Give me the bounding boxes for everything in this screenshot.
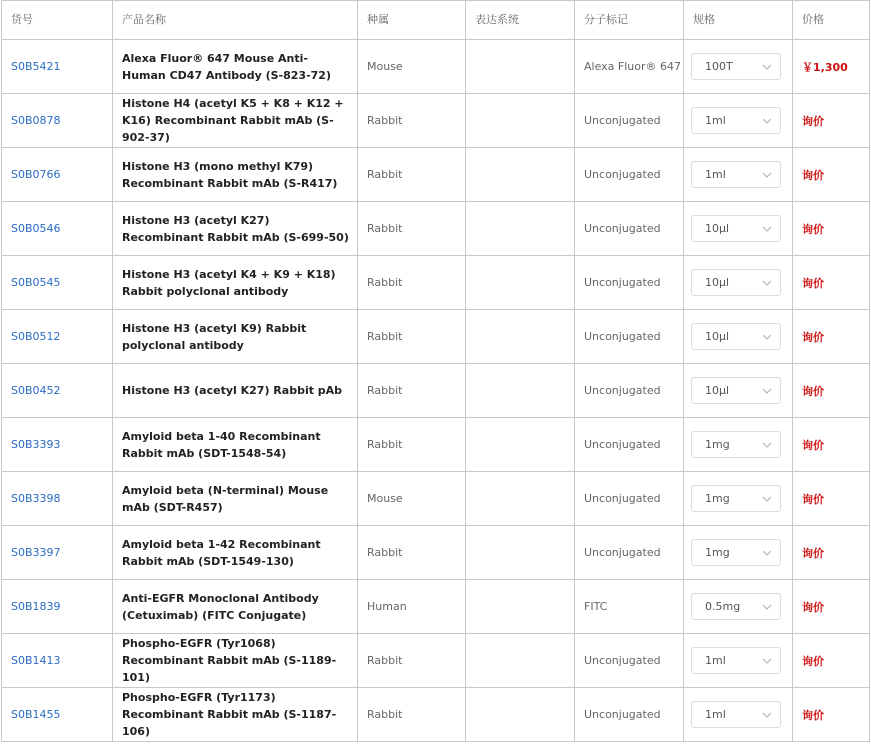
conjugate-label: Unconjugated [575,526,684,580]
spec-select[interactable] [691,539,781,566]
product-name: Histone H3 (mono methyl K79) Recombinant Rabbit mAb (S-R417) [113,148,358,202]
header-code: 货号 [2,1,113,40]
chevron-down-icon [762,702,772,727]
spec-select-value: 1mg [705,438,730,451]
spec-select-value: 0.5mg [705,600,741,613]
product-name: Amyloid beta (N-terminal) Mouse mAb (SDT-R457) [113,472,358,526]
product-name: Histone H3 (acetyl K27) Rabbit pAb [113,364,358,418]
chevron-down-icon [762,270,772,295]
chevron-down-icon [762,648,772,673]
product-code-link[interactable]: S0B1839 [11,600,61,613]
species: Rabbit [358,256,466,310]
product-code-link[interactable]: S0B0546 [11,222,61,235]
species: Rabbit [358,688,466,742]
spec-cell [684,580,793,634]
species: Rabbit [358,364,466,418]
product-code-cell [2,94,113,148]
price: 询价 [793,364,870,418]
spec-select-value: 1ml [705,708,726,721]
species: Rabbit [358,418,466,472]
price: 询价 [793,310,870,364]
conjugate-label: Unconjugated [575,472,684,526]
conjugate-label: Unconjugated [575,688,684,742]
spec-cell [684,202,793,256]
header-name: 产品名称 [113,1,358,40]
species: Rabbit [358,634,466,688]
table-row [2,202,870,256]
table-row [2,364,870,418]
spec-cell [684,148,793,202]
conjugate-label: Unconjugated [575,148,684,202]
spec-select[interactable] [691,161,781,188]
species: Mouse [358,40,466,94]
price: 询价 [793,418,870,472]
chevron-down-icon [762,486,772,511]
expression-system [466,40,575,94]
price: 询价 [793,202,870,256]
chevron-down-icon [762,324,772,349]
table-row [2,310,870,364]
spec-select-value: 1ml [705,168,726,181]
product-code-cell [2,688,113,742]
spec-cell [684,364,793,418]
chevron-down-icon [762,108,772,133]
price: 询价 [793,256,870,310]
species: Rabbit [358,202,466,256]
price: 询价 [793,580,870,634]
product-code-cell [2,634,113,688]
conjugate-label: Unconjugated [575,94,684,148]
expression-system [466,202,575,256]
product-code-link[interactable]: S0B5421 [11,60,61,73]
species: Rabbit [358,148,466,202]
spec-select[interactable] [691,485,781,512]
spec-select-value: 1mg [705,546,730,559]
spec-cell [684,256,793,310]
product-code-cell [2,256,113,310]
table-header-row [2,1,870,40]
product-code-cell [2,40,113,94]
conjugate-label: Unconjugated [575,202,684,256]
spec-cell [684,310,793,364]
spec-cell [684,472,793,526]
expression-system [466,364,575,418]
spec-select[interactable] [691,701,781,728]
product-code-link[interactable]: S0B0766 [11,168,61,181]
expression-system [466,94,575,148]
product-code-cell [2,364,113,418]
product-code-link[interactable]: S0B0452 [11,384,61,397]
product-code-cell [2,472,113,526]
spec-cell [684,688,793,742]
spec-cell [684,634,793,688]
spec-select-value: 10μl [705,222,730,235]
table-row [2,256,870,310]
expression-system [466,148,575,202]
species: Mouse [358,472,466,526]
spec-select[interactable] [691,53,781,80]
chevron-down-icon [762,216,772,241]
header-price: 价格 [793,1,870,40]
species: Rabbit [358,310,466,364]
spec-select[interactable] [691,377,781,404]
product-name: Amyloid beta 1-42 Recombinant Rabbit mAb (SDT-1549-130) [113,526,358,580]
spec-select[interactable] [691,647,781,674]
product-code-cell [2,580,113,634]
expression-system [466,526,575,580]
product-name: Amyloid beta 1-40 Recombinant Rabbit mAb (SDT-1548-54) [113,418,358,472]
product-code-cell [2,148,113,202]
price: 询价 [793,634,870,688]
spec-select-value: 1mg [705,492,730,505]
chevron-down-icon [762,378,772,403]
product-name: Histone H3 (acetyl K4 + K9 + K18) Rabbit polyclonal antibody [113,256,358,310]
spec-select[interactable] [691,107,781,134]
conjugate-label: Alexa Fluor® 647 [575,40,684,94]
conjugate-label: Unconjugated [575,256,684,310]
price: ￥1,300 [793,40,870,94]
species: Human [358,580,466,634]
product-code-link[interactable]: S0B1455 [11,708,61,721]
spec-select-value: 10μl [705,276,730,289]
table-body [2,40,870,742]
table-row [2,526,870,580]
product-code-link[interactable]: S0B0545 [11,276,61,289]
spec-select-value: 10μl [705,330,730,343]
spec-cell [684,40,793,94]
chevron-down-icon [762,540,772,565]
table-row [2,688,870,742]
chevron-down-icon [762,162,772,187]
table-row [2,634,870,688]
header-expression: 表达系统 [466,1,575,40]
product-code-cell [2,418,113,472]
product-code-cell [2,202,113,256]
table-row [2,472,870,526]
spec-select-value: 100T [705,60,733,73]
product-name: Alexa Fluor® 647 Mouse Anti-Human CD47 Antibody (S-823-72) [113,40,358,94]
product-code-cell [2,526,113,580]
price: 询价 [793,148,870,202]
product-name: Histone H3 (acetyl K27) Recombinant Rabbit mAb (S-699-50) [113,202,358,256]
expression-system [466,580,575,634]
table-row [2,418,870,472]
price: 询价 [793,688,870,742]
product-name: Phospho-EGFR (Tyr1173) Recombinant Rabbit mAb (S-1187-106) [113,688,358,742]
product-code-link[interactable]: S0B3397 [11,546,61,559]
product-code-link[interactable]: S0B1413 [11,654,61,667]
product-code-cell [2,310,113,364]
spec-select[interactable] [691,593,781,620]
table-row [2,94,870,148]
chevron-down-icon [762,432,772,457]
price: 询价 [793,472,870,526]
expression-system [466,418,575,472]
header-species: 种属 [358,1,466,40]
table-row [2,148,870,202]
product-name: Histone H3 (acetyl K9) Rabbit polyclonal antibody [113,310,358,364]
spec-select-value: 1ml [705,654,726,667]
product-name: Anti-EGFR Monoclonal Antibody (Cetuximab) (FITC Conjugate) [113,580,358,634]
spec-cell [684,526,793,580]
price: 询价 [793,526,870,580]
expression-system [466,310,575,364]
expression-system [466,472,575,526]
product-code-link[interactable]: S0B0878 [11,114,61,127]
spec-select[interactable] [691,431,781,458]
spec-select[interactable] [691,269,781,296]
price: 询价 [793,94,870,148]
conjugate-label: FITC [575,580,684,634]
expression-system [466,688,575,742]
product-name: Phospho-EGFR (Tyr1068) Recombinant Rabbit mAb (S-1189-101) [113,634,358,688]
conjugate-label: Unconjugated [575,418,684,472]
conjugate-label: Unconjugated [575,310,684,364]
spec-cell [684,418,793,472]
product-name: Histone H4 (acetyl K5 + K8 + K12 + K16) Recombinant Rabbit mAb (S-902-37) [113,94,358,148]
chevron-down-icon [762,594,772,619]
table-row [2,40,870,94]
header-label: 分子标记 [575,1,684,40]
table-row [2,580,870,634]
species: Rabbit [358,94,466,148]
conjugate-label: Unconjugated [575,634,684,688]
spec-select-value: 10μl [705,384,730,397]
product-code-link[interactable]: S0B3398 [11,492,61,505]
expression-system [466,634,575,688]
conjugate-label: Unconjugated [575,364,684,418]
spec-select[interactable] [691,215,781,242]
species: Rabbit [358,526,466,580]
chevron-down-icon [762,54,772,79]
product-table [1,0,870,742]
spec-select[interactable] [691,323,781,350]
spec-cell [684,94,793,148]
product-code-link[interactable]: S0B3393 [11,438,61,451]
product-code-link[interactable]: S0B0512 [11,330,61,343]
header-spec: 规格 [684,1,793,40]
spec-select-value: 1ml [705,114,726,127]
expression-system [466,256,575,310]
